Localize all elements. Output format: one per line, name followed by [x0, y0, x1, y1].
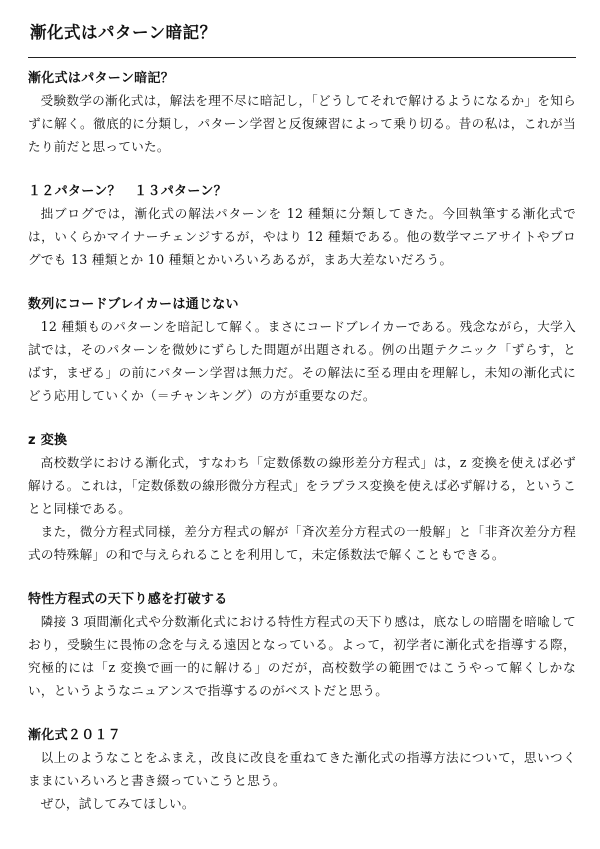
section-pattern-memorization: [28, 69, 576, 158]
section-heading: １２パターン？ １３パターン？: [28, 184, 227, 199]
section-characteristic-equation: [28, 590, 576, 702]
section-paragraph: 受験数学の漸化式は，解法を理不尽に暗記し，「どうしてそれで解けるようになるか」を知らずに解く。徹底的に分類し，パターン学習と反復練習によって乗り切る。昔の私は，これが当たり前だと思っていた。: [28, 93, 576, 154]
section-heading: 数列にコードブレイカーは通じない: [28, 297, 239, 312]
section-recurrence-2017: [28, 726, 576, 815]
section-heading: 漸化式２０１７: [28, 728, 122, 743]
section-code-breaker: [28, 295, 576, 407]
section-heading: 漸化式はパターン暗記？: [28, 71, 175, 86]
section-paragraph: 以上のようなことをふまえ，改良に改良を重ねてきた漸化式の指導方法について，思いつくままにいろいろと書き綴っていこうと思う。: [28, 750, 576, 788]
section-z-transform: [28, 431, 576, 566]
title-divider: [28, 57, 576, 58]
section-paragraph: 高校数学における漸化式，すなわち「定数係数の線形差分方程式」は，z 変換を使えば必ず解ける。これは，「定数係数の線形微分方程式」をラプラス変換を使えば必ず解ける，ということと同様である。: [28, 455, 576, 516]
section-heading: 特性方程式の天下り感を打破する: [28, 592, 228, 607]
section-heading: z 変換: [28, 433, 68, 448]
section-paragraph: 隣接 3 項間漸化式や分数漸化式における特性方程式の天下り感は，底なしの暗闇を暗喩しており，受験生に畏怖の念を与える遠因となっている。よって，初学者に漸化式を指導する際，究極的には「z 変換で画一的に解ける」のだが，高校数学の範囲ではこうやって解くしかない，というようなニュアンスで指導するのがベストだと思う。: [28, 614, 576, 698]
section-paragraph: 12 種類ものパターンを暗記して解く。まさにコードブレイカーである。残念ながら，大学入試では，そのパターンを微妙にずらした問題が出題される。例の出題テクニック「ずらす，とばす，まぜる」の前にパターン学習は無力だ。その解法に至る理由を理解し，未知の漸化式にどう応用していくか（＝チャンキング）の方が重要なのだ。: [28, 319, 576, 403]
page-title: 漸化式はパターン暗記？: [30, 23, 217, 42]
section-paragraph: また，微分方程式同様，差分方程式の解が「斉次差分方程式の一般解」と「非斉次差分方程式の特殊解」の和で与えられることを利用して，未定係数法で解くこともできる。: [28, 524, 576, 562]
section-pattern-count: [28, 182, 576, 271]
section-paragraph: ぜひ，試してみてほしい。: [40, 796, 195, 811]
section-paragraph: 拙ブログでは，漸化式の解法パターンを 12 種類に分類してきた。今回執筆する漸化式では，いくらかマイナーチェンジするが，やはり 12 種類である。他の数学マニアサイトやブログでも 13 種類とか 10 種類とかいろいろあるが，まあ大差ないだろう。: [28, 206, 576, 267]
